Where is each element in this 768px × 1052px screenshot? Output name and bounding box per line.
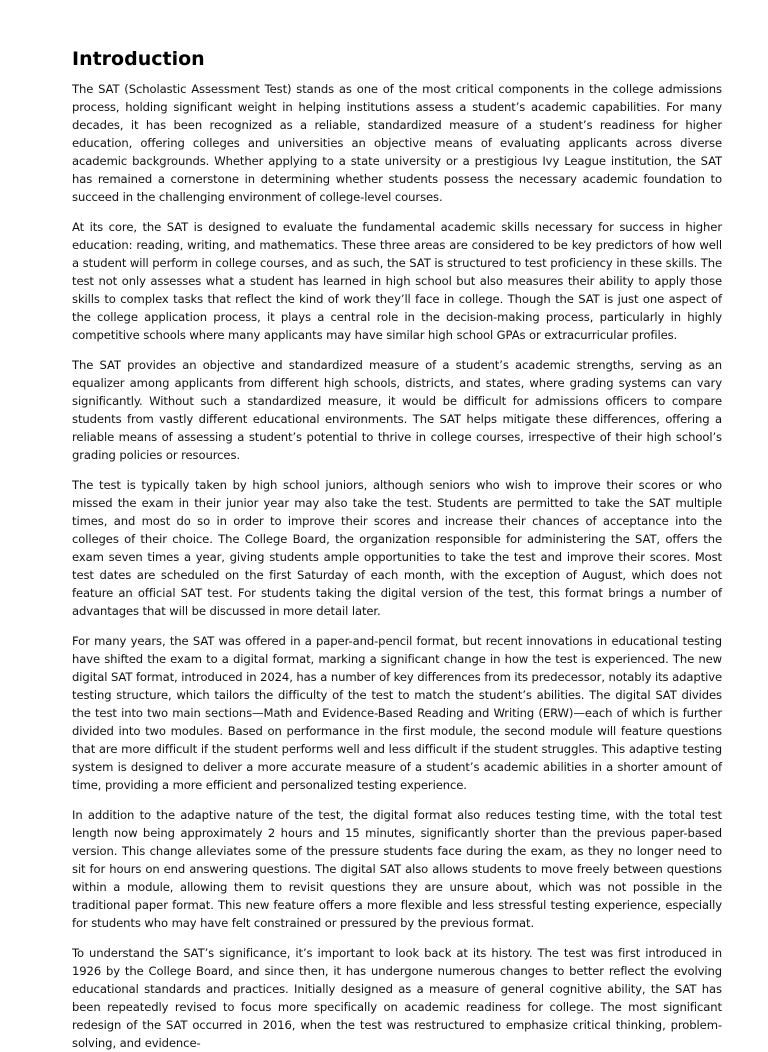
- paragraph-1: The SAT (Scholastic Assessment Test) stands as one of the most critical components in the college admissions process, holding significant weight in helping institutions assess a student’s academic capabilities. For many decades, it has been recognized as a reliable, standardized measure of a student’s readiness for higher education, offering colleges and universities an objective means of evaluating applicants across diverse academic backgrounds. Whether applying to a state university or a prestigious Ivy League institution, the SAT has remained a cornerstone in determining whether students possess the necessary academic foundation to succeed in the challenging environment of college-level courses.: [72, 82, 722, 204]
- section-heading: Introduction: [72, 48, 205, 70]
- paragraph-7: To understand the SAT’s significance, it’s important to look back at its history. The test was first introduced in 1926 by the College Board, and since then, it has undergone numerous changes to better reflect the evolving educational standards and practices. Initially designed as a measure of general cognitive ability, the SAT has been repeatedly revised to focus more specifically on academic readiness for college. The most significant redesign of the SAT occurred in 2016, when the test was restructured to emphasize critical thinking, problem-solving, and evidence-: [72, 946, 722, 1050]
- paragraph-6: In addition to the adaptive nature of the test, the digital format also reduces testing time, with the total test length now being approximately 2 hours and 15 minutes, significantly shorter than the previous paper-based version. This change alleviates some of the pressure students face during the exam, as they no longer need to sit for hours on end answering questions. The digital SAT also allows students to move freely between questions within a module, allowing them to revisit questions they are unsure about, which was not possible in the traditional paper format. This new feature offers a more flexible and less stressful testing experience, especially for students who may have felt constrained or pressured by the previous format.: [72, 808, 722, 930]
- document-page: [72, 46, 722, 1050]
- paragraph-5: For many years, the SAT was offered in a paper-and-pencil format, but recent innovations in educational testing have shifted the exam to a digital format, marking a significant change in how the test is experienced. The new digital SAT format, introduced in 2024, has a number of key differences from its predecessor, notably its adaptive testing structure, which tailors the difficulty of the test to match the student’s abilities. The digital SAT divides the test into two main sections—Math and Evidence-Based Reading and Writing (ERW)—each of which is further divided into two modules. Based on performance in the first module, the second module will feature questions that are more difficult if the student performs well and less difficult if the student struggles. This adaptive testing system is designed to deliver a more accurate measure of a student’s academic abilities in a shorter amount of time, providing a more efficient and personalized testing experience.: [72, 634, 722, 792]
- paragraph-2: At its core, the SAT is designed to evaluate the fundamental academic skills necessary for success in higher education: reading, writing, and mathematics. These three areas are considered to be key predictors of how well a student will perform in college courses, and as such, the SAT is structured to test proficiency in these skills. The test not only assesses what a student has learned in high school but also measures their ability to apply those skills to complex tasks that reflect the kind of work they’ll face in college. Though the SAT is just one aspect of the college application process, it plays a central role in the decision-making process, particularly in highly competitive schools where many applicants may have similar high school GPAs or extracurricular profiles.: [72, 220, 722, 342]
- paragraph-3: The SAT provides an objective and standardized measure of a student’s academic strengths, serving as an equalizer among applicants from different high schools, districts, and states, where grading systems can vary significantly. Without such a standardized measure, it would be difficult for admissions officers to compare students from vastly different educational environments. The SAT helps mitigate these differences, offering a reliable means of assessing a student’s potential to thrive in college courses, irrespective of their high school’s grading policies or resources.: [72, 358, 722, 462]
- paragraph-4: The test is typically taken by high school juniors, although seniors who wish to improve their scores or who missed the exam in their junior year may also take the test. Students are permitted to take the SAT multiple times, and most do so in order to improve their scores and increase their chances of acceptance into the colleges of their choice. The College Board, the organization responsible for administering the SAT, offers the exam seven times a year, giving students ample opportunities to take the test and improve their scores. Most test dates are scheduled on the first Saturday of each month, with the exception of August, which does not feature an official SAT test. For students taking the digital version of the test, this format brings a number of advantages that will be discussed in more detail later.: [72, 478, 722, 618]
